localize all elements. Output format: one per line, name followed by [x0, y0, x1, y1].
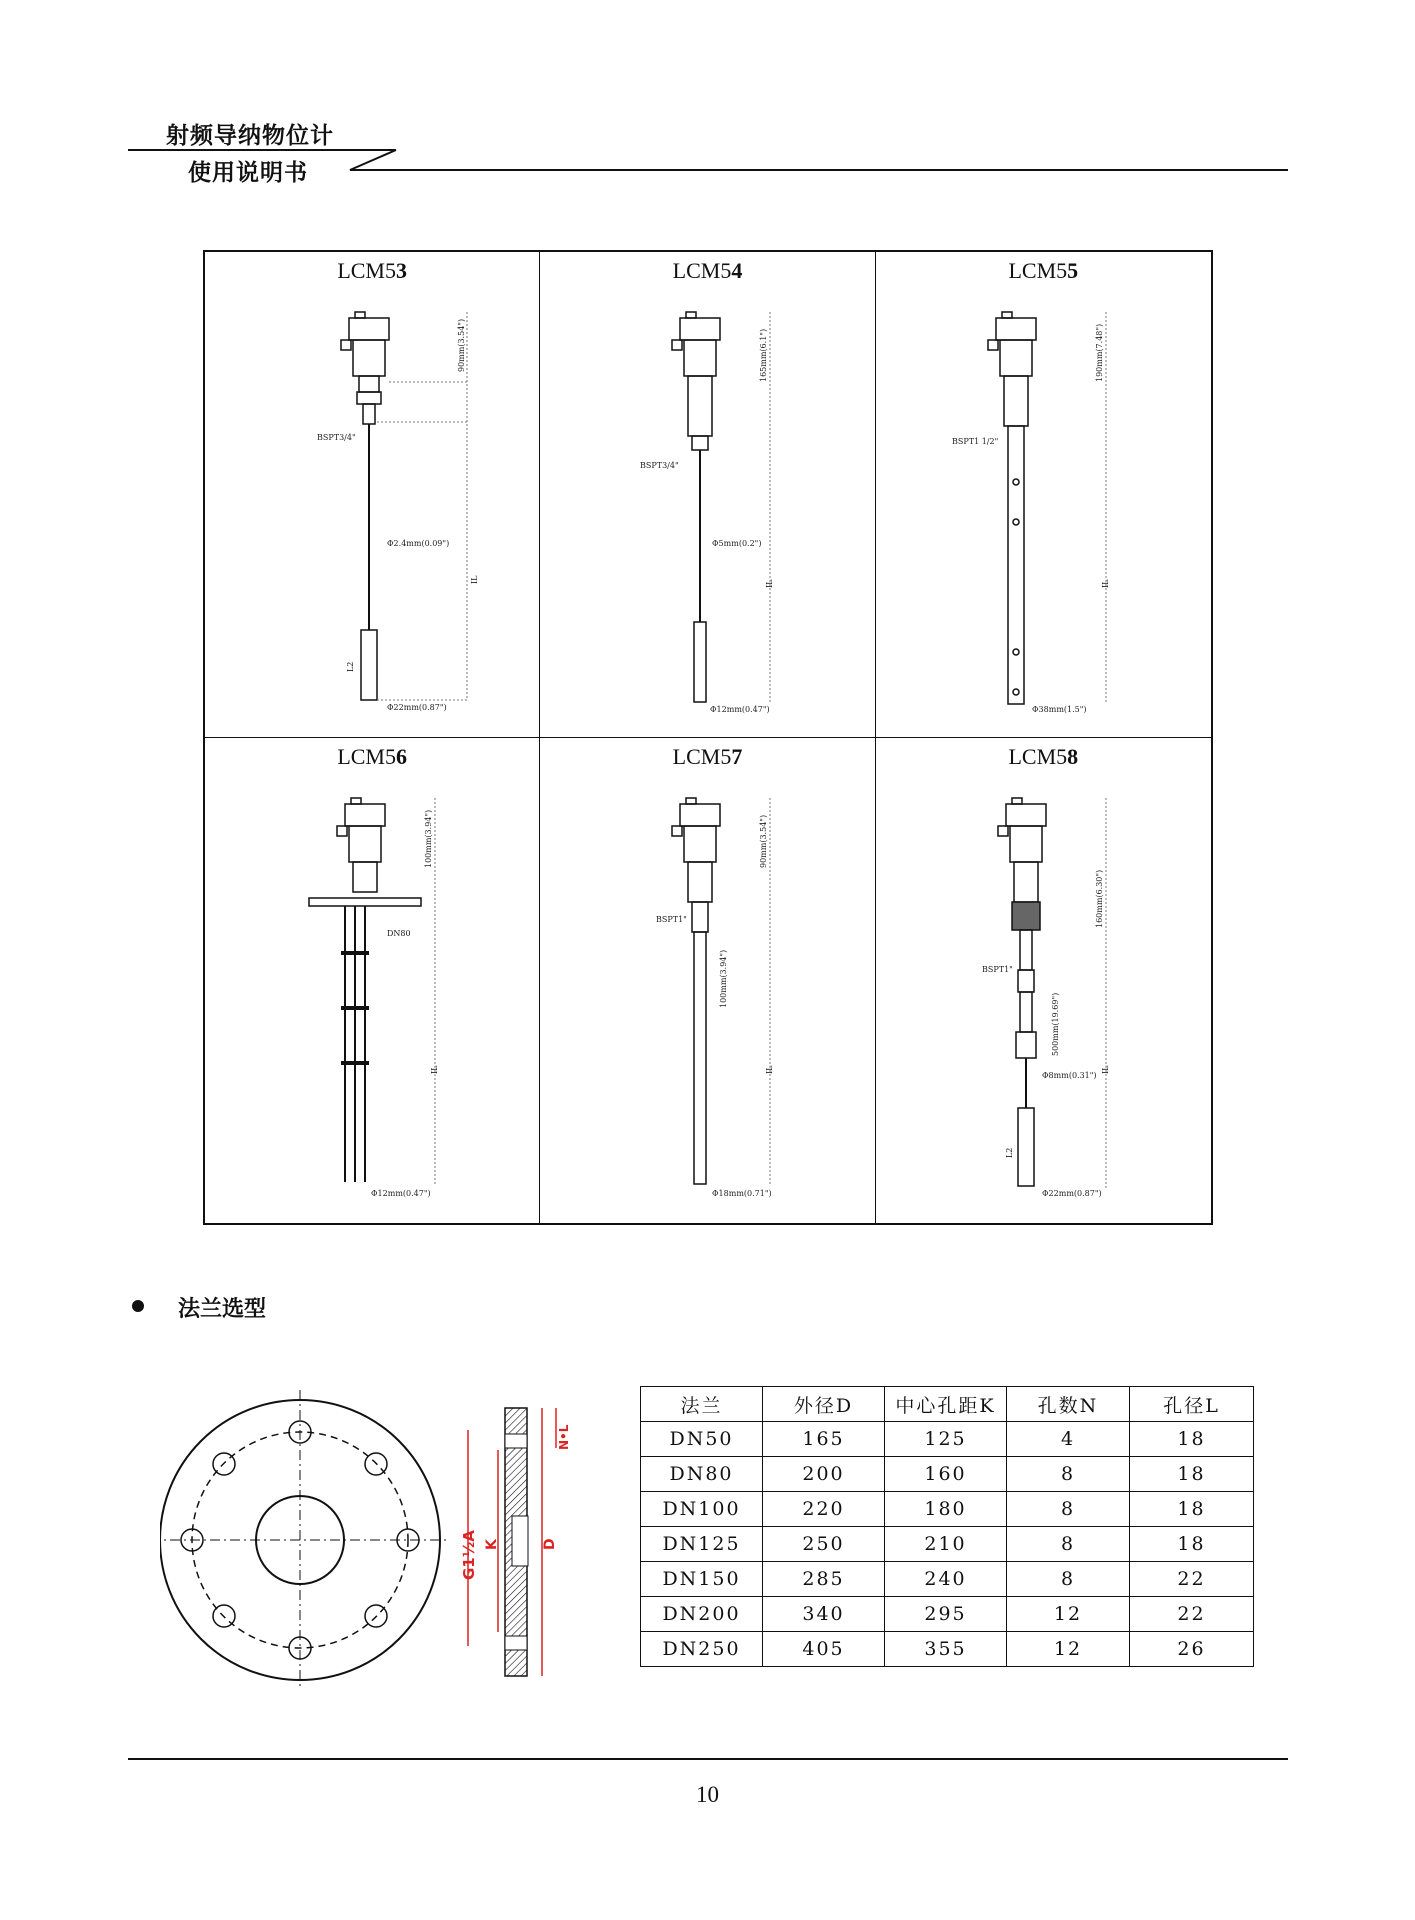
table-cell: 12	[1007, 1597, 1130, 1632]
svg-text:BSPT1 1/2": BSPT1 1/2"	[951, 437, 998, 446]
probe-drawing-lcm56	[205, 738, 540, 1224]
table-cell: 22	[1130, 1562, 1254, 1597]
svg-text:100mm(3.94"): 100mm(3.94")	[719, 949, 729, 1008]
probe-drawing-lcm55	[876, 252, 1211, 738]
table-cell: DN250	[641, 1632, 763, 1667]
table-row	[641, 1492, 1254, 1527]
model-label: LCM53	[337, 258, 407, 283]
table-cell: DN100	[641, 1492, 763, 1527]
svg-text:BSPT1": BSPT1"	[656, 914, 688, 924]
model-drawings-grid	[203, 250, 1213, 1225]
svg-text:L2: L2	[346, 661, 355, 672]
table-cell: DN125	[641, 1527, 763, 1562]
table-cell: 125	[885, 1422, 1007, 1457]
table-cell: 8	[1007, 1527, 1130, 1562]
column-header: 外径D	[763, 1387, 885, 1422]
table-cell: 4	[1007, 1422, 1130, 1457]
table-cell: 180	[885, 1492, 1007, 1527]
table-cell: 295	[885, 1597, 1007, 1632]
table-cell: 210	[885, 1527, 1007, 1562]
table-row	[641, 1632, 1254, 1667]
table-cell: 340	[763, 1597, 885, 1632]
table-cell: 220	[763, 1492, 885, 1527]
svg-text:165mm(6.1"): 165mm(6.1")	[759, 328, 769, 382]
model-label: LCM55	[1008, 258, 1079, 283]
model-cell-lcm58	[876, 738, 1211, 1224]
model-cell-lcm54	[540, 252, 875, 738]
table-cell: 240	[885, 1562, 1007, 1597]
table-cell: DN50	[641, 1422, 763, 1457]
model-cell-lcm53	[205, 252, 540, 738]
svg-text:Φ22mm(0.87"): Φ22mm(0.87")	[1041, 1188, 1102, 1198]
svg-text:BSPT3/4": BSPT3/4"	[640, 461, 679, 470]
svg-text:Φ18mm(0.71"): Φ18mm(0.71")	[712, 1188, 772, 1198]
table-row	[641, 1457, 1254, 1492]
manual-subtitle: 使用说明书	[188, 160, 308, 186]
svg-text:Φ38mm(1.5"): Φ38mm(1.5")	[1031, 705, 1087, 714]
table-cell: 355	[885, 1632, 1007, 1667]
section-title: 法兰选型	[178, 1297, 267, 1322]
table-cell: 26	[1130, 1632, 1254, 1667]
table-cell: 18	[1130, 1492, 1254, 1527]
svg-text:Φ22mm(0.87"): Φ22mm(0.87")	[387, 703, 447, 712]
table-cell: 22	[1130, 1597, 1254, 1632]
svg-text:BSPT1": BSPT1"	[981, 964, 1013, 974]
model-label: LCM56	[337, 743, 407, 769]
table-cell: 18	[1130, 1422, 1254, 1457]
probe-drawing-lcm57	[540, 738, 875, 1224]
svg-text:DN80: DN80	[387, 928, 411, 938]
svg-text:IL: IL	[765, 579, 775, 588]
model-label: LCM58	[1008, 743, 1079, 769]
d-label: D	[542, 1538, 558, 1550]
probe-drawing-lcm58	[876, 738, 1211, 1224]
column-header: 孔径L	[1130, 1387, 1254, 1422]
table-cell: 200	[763, 1457, 885, 1492]
model-label: LCM57	[672, 743, 743, 769]
svg-text:IL: IL	[765, 1065, 775, 1074]
svg-text:190mm(7.48"): 190mm(7.48")	[1094, 323, 1104, 382]
bullet-icon	[132, 1300, 144, 1312]
table-row	[641, 1422, 1254, 1457]
model-cell-lcm56	[205, 738, 540, 1224]
table-cell: 8	[1007, 1492, 1130, 1527]
svg-text:100mm(3.94"): 100mm(3.94")	[424, 809, 433, 868]
flange-section-view	[460, 1390, 600, 1690]
probe-drawing-lcm53	[205, 252, 540, 738]
table-row	[641, 1527, 1254, 1562]
table-cell: 18	[1130, 1527, 1254, 1562]
table-cell: 405	[763, 1632, 885, 1667]
table-cell: 18	[1130, 1457, 1254, 1492]
svg-text:Φ8mm(0.31"): Φ8mm(0.31")	[1041, 1070, 1097, 1080]
table-cell: DN80	[641, 1457, 763, 1492]
svg-text:Φ2.4mm(0.09"): Φ2.4mm(0.09")	[387, 539, 450, 548]
flange-spec-table	[640, 1386, 1254, 1667]
footer-rule	[128, 1758, 1288, 1760]
svg-text:90mm(3.54"): 90mm(3.54")	[759, 814, 769, 868]
svg-text:IL: IL	[470, 575, 479, 584]
table-cell: 8	[1007, 1562, 1130, 1597]
svg-text:Φ5mm(0.2"): Φ5mm(0.2")	[712, 539, 762, 548]
page-number: 10	[696, 1782, 719, 1807]
table-cell: DN200	[641, 1597, 763, 1632]
model-label: LCM54	[672, 258, 743, 283]
svg-text:90mm(3.54"): 90mm(3.54")	[457, 318, 466, 372]
svg-text:500mm(19.69"): 500mm(19.69")	[1050, 992, 1060, 1056]
svg-text:IL: IL	[1100, 579, 1110, 588]
column-header: 法兰	[641, 1387, 763, 1422]
model-cell-lcm55	[876, 252, 1211, 738]
table-cell: 250	[763, 1527, 885, 1562]
svg-text:IL: IL	[430, 1065, 439, 1074]
svg-text:BSPT3/4": BSPT3/4"	[317, 433, 356, 442]
svg-text:IL: IL	[1100, 1065, 1110, 1074]
table-cell: 12	[1007, 1632, 1130, 1667]
nl-label: N•L	[557, 1424, 571, 1450]
column-header: 孔数N	[1007, 1387, 1130, 1422]
manual-title: 射频导纳物位计	[166, 123, 334, 149]
k-label: K	[484, 1539, 500, 1550]
svg-text:160mm(6.30"): 160mm(6.30")	[1094, 869, 1104, 928]
g-thread-label: G1½A	[460, 1530, 478, 1580]
table-cell: DN150	[641, 1562, 763, 1597]
model-cell-lcm57	[540, 738, 875, 1224]
table-cell: 165	[763, 1422, 885, 1457]
svg-text:L2: L2	[1004, 1147, 1014, 1158]
table-header-row	[641, 1387, 1254, 1422]
table-row	[641, 1597, 1254, 1632]
table-cell: 285	[763, 1562, 885, 1597]
table-row	[641, 1562, 1254, 1597]
svg-text:Φ12mm(0.47"): Φ12mm(0.47")	[371, 1188, 431, 1198]
column-header: 中心孔距K	[885, 1387, 1007, 1422]
table-cell: 8	[1007, 1457, 1130, 1492]
table-cell: 160	[885, 1457, 1007, 1492]
probe-drawing-lcm54	[540, 252, 875, 738]
svg-text:Φ12mm(0.47"): Φ12mm(0.47")	[710, 705, 770, 714]
